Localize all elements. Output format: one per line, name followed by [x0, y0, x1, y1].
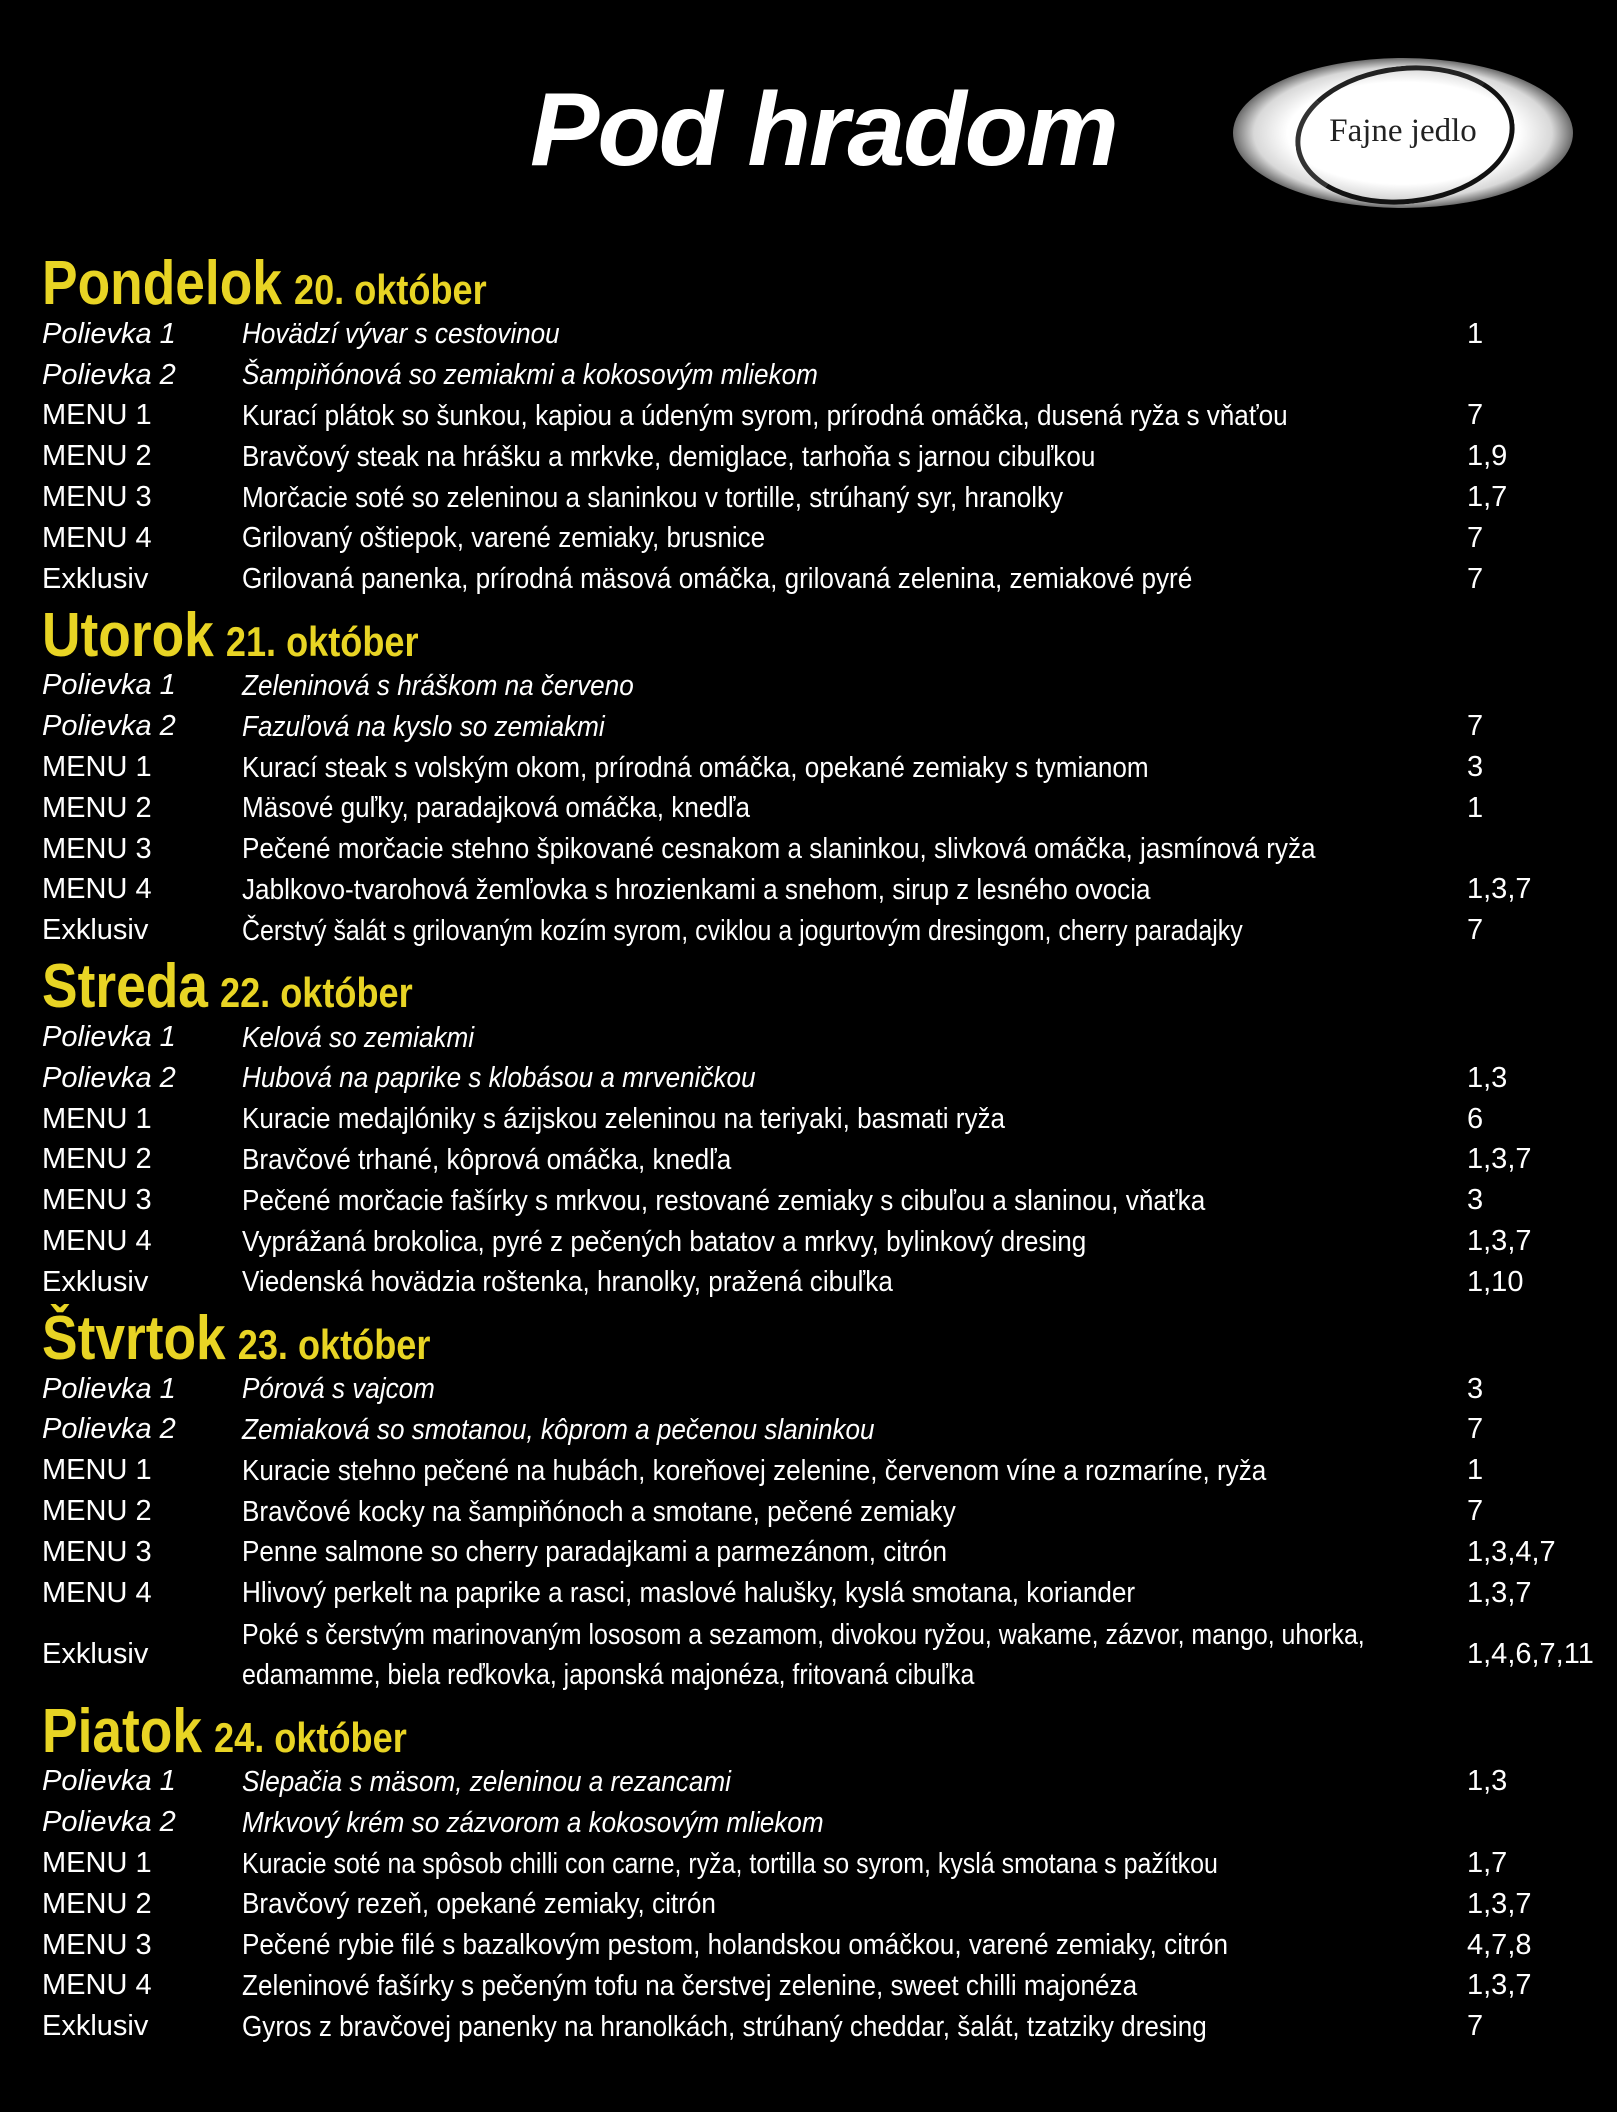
day-section [42, 1696, 1602, 2048]
menu-item-row [42, 1966, 1602, 2007]
page-header [0, 0, 1617, 230]
day-heading [42, 951, 1384, 1022]
menu-item-dish: Bravčový steak na hrášku a mrkvke, demiglace, tarhoňa s jarnou cibuľkou [242, 440, 1096, 473]
menu-item-row [42, 747, 1602, 788]
menu-item-allergens: 6 [1467, 1102, 1484, 1135]
menu-item-dish-cell [242, 1222, 1467, 1262]
menu-item-allergens: 1,3,7 [1467, 1887, 1532, 1920]
menu-item-dish: Kurací plátok so šunkou, kapiou a údeným syrom, prírodná omáčka, dusená ryža s vňaťou [242, 399, 1288, 432]
menu-item-dish: Hubová na paprike s klobásou a mrveničkou [242, 1062, 756, 1095]
menu-item-label: MENU 3 [42, 1928, 152, 1961]
menu-item-dish-cell [242, 1532, 1467, 1572]
menu-item-allergens: 1,3,7 [1467, 873, 1532, 906]
menu-item-dish-cell [242, 437, 1467, 477]
menu-item-dish-cell [242, 1018, 1467, 1058]
menu-item-allergens: 1 [1467, 1454, 1484, 1487]
menu-item-row [42, 910, 1602, 951]
menu-item-allergens: 1,7 [1467, 481, 1508, 514]
menu-item-label: Exklusiv [42, 914, 149, 947]
menu-item-dish: Zemiaková so smotanou, kôprom a pečenou slaninkou [242, 1413, 875, 1446]
menu-item-row [42, 314, 1602, 355]
menu-item-row [42, 355, 1602, 396]
menu-item-label: Polievka 2 [42, 1806, 176, 1839]
logo [1233, 58, 1573, 208]
menu-item-dish-cell [242, 355, 1467, 395]
menu-item-label: MENU 1 [42, 399, 152, 432]
menu-item-label: MENU 4 [42, 873, 152, 906]
menu-item-label: MENU 2 [42, 1495, 152, 1528]
menu-item-row [42, 706, 1602, 747]
menu-item-dish: Bravčový rezeň, opekané zemiaky, citrón [242, 1888, 716, 1921]
menu-item-dish: Gyros z bravčovej panenky na hranolkách, strúhaný cheddar, šalát, tzatziky dresing [242, 2010, 1207, 2043]
day-heading [42, 1303, 1384, 1373]
menu-item-label: Polievka 1 [42, 1372, 176, 1405]
menu-item-label: Polievka 1 [42, 317, 176, 350]
menu-item-label: Polievka 1 [42, 1021, 176, 1054]
menu-item-dish-cell [242, 314, 1467, 354]
menu-item-dish: Vyprážaná brokolica, pyré z pečených batatov a mrkvy, bylinkový dresing [242, 1225, 1087, 1258]
menu-item-row [42, 666, 1602, 707]
menu-item-allergens: 7 [1467, 399, 1484, 432]
menu-item-allergens: 1,7 [1467, 1847, 1508, 1879]
menu-item-dish: Grilovaný oštiepok, varené zemiaky, brusnice [242, 522, 766, 555]
menu-item-dish: Mrkvový krém so zázvorom a kokosovým mliekom [242, 1806, 824, 1839]
menu-item-row [42, 1491, 1602, 1532]
menu-item-allergens: 1,4,6,7,11 [1467, 1638, 1594, 1671]
menu-item-row [42, 1532, 1602, 1573]
menu-item-row [42, 1884, 1602, 1925]
menu-item-label: MENU 3 [42, 481, 152, 514]
menu-item-dish: Kuracie medajlóniky s ázijskou zeleninou na teriyaki, basmati ryža [242, 1103, 1006, 1136]
menu-item-label: Exklusiv [42, 1638, 149, 1671]
menu-item-label: Polievka 1 [42, 669, 176, 702]
menu-item-row [42, 1262, 1602, 1303]
menu-item-label: Polievka 1 [42, 1765, 176, 1798]
menu-item-label: MENU 1 [42, 1102, 152, 1135]
menu-item-dish: Pórová s vajcom [242, 1373, 435, 1406]
menu-item-row [42, 1762, 1602, 1803]
menu-item-dish-cell [242, 1615, 1467, 1695]
menu-item-dish: Bravčové trhané, kôprová omáčka, knedľa [242, 1143, 732, 1176]
menu-item-dish: Hovädzí vývar s cestovinou [242, 318, 560, 351]
menu-item-dish: Grilovaná panenka, prírodná mäsová omáčka, grilovaná zelenina, zemiakové pyré [242, 563, 1193, 596]
menu-item-allergens: 1,3 [1467, 1061, 1508, 1094]
menu-item-row [42, 1614, 1602, 1696]
menu-item-label: MENU 2 [42, 791, 152, 824]
menu-item-dish: Zeleninová s hráškom na červeno [242, 669, 634, 702]
menu-item-dish-cell [242, 1369, 1467, 1409]
menu-item-dish-cell [242, 1966, 1467, 2006]
logo-text: Fajne jedlo [1329, 113, 1477, 149]
menu-item-allergens: 1,3 [1467, 1765, 1508, 1798]
menu-item-allergens: 7 [1467, 562, 1484, 595]
day-heading [42, 1696, 1384, 1766]
menu-item-label: Polievka 2 [42, 710, 176, 743]
menu-item-allergens: 1 [1467, 791, 1484, 824]
menu-item-row [42, 1843, 1602, 1884]
menu-item-label: Polievka 2 [42, 1061, 176, 1094]
menu-item-row [42, 1221, 1602, 1262]
menu-item-label: MENU 4 [42, 521, 152, 554]
menu-item-dish-cell [242, 1492, 1467, 1532]
menu-item-dish-cell [242, 518, 1467, 558]
menu-item-row [42, 518, 1602, 559]
page-title: Pod hradom [530, 72, 1117, 188]
menu-item-dish-cell [242, 1410, 1467, 1450]
menu-item-allergens: 1,3,7 [1467, 1143, 1532, 1176]
menu-item-allergens: 7 [1467, 710, 1484, 743]
day-name: Utorok [42, 600, 214, 670]
menu-item-dish: Čerstvý šalát s grilovaným kozím syrom, cviklou a jogurtovým dresingom, cherry paradajky [242, 914, 1243, 947]
menu-item-dish-cell [242, 1803, 1467, 1843]
menu-item-label: MENU 2 [42, 1887, 152, 1920]
menu-item-dish: Hlivový perkelt na paprike a rasci, maslové halušky, kyslá smotana, koriander [242, 1577, 1136, 1610]
menu-item-row [42, 1099, 1602, 1140]
menu-item-dish-cell [242, 707, 1467, 747]
menu-item-dish-cell [242, 1181, 1467, 1221]
menu-item-row [42, 870, 1602, 911]
menu-item-dish: Penne salmone so cherry paradajkami a parmezánom, citrón [242, 1536, 948, 1569]
menu-item-allergens: 1,10 [1467, 1265, 1524, 1298]
menu-item-row [42, 2006, 1602, 2047]
menu-item-dish: Pečené morčacie stehno špikované cesnakom a slaninkou, slivková omáčka, jasmínová ryža [242, 833, 1316, 866]
menu-item-dish: Bravčové kocky na šampiňónoch a smotane, pečené zemiaky [242, 1495, 956, 1528]
menu-item-label: MENU 1 [42, 1847, 152, 1879]
menu-item-dish-cell [242, 1451, 1467, 1491]
day-date: 21. október [225, 617, 419, 665]
menu-item-dish: Kelová so zemiakmi [242, 1021, 475, 1054]
day-section [42, 600, 1602, 952]
menu-item-label: Exklusiv [42, 562, 149, 595]
menu-item-row [42, 1180, 1602, 1221]
menu-item-row [42, 1369, 1602, 1410]
menu-item-row [42, 559, 1602, 600]
menu-item-row [42, 1017, 1602, 1058]
menu-item-allergens: 3 [1467, 751, 1484, 784]
menu-item-label: MENU 2 [42, 440, 152, 473]
menu-item-allergens: 7 [1467, 1495, 1484, 1528]
menu-item-dish: Jablkovo-tvarohová žemľovka s hrozienkami a snehom, sirup z lesného ovocia [242, 873, 1151, 906]
menu-item-row [42, 1802, 1602, 1843]
day-section [42, 951, 1602, 1303]
menu-item-dish-cell [242, 478, 1467, 518]
menu-item-dish-cell [242, 1925, 1467, 1965]
day-date: 24. október [214, 1713, 407, 1761]
menu-item-dish-cell [242, 829, 1467, 869]
menu-item-row [42, 436, 1602, 477]
menu-item-dish-cell [242, 1262, 1467, 1302]
menu-item-allergens: 1,3,7 [1467, 1225, 1532, 1258]
menu-item-allergens: 7 [1467, 1413, 1484, 1446]
menu-item-dish: Morčacie soté so zeleninou a slaninkou v tortille, strúhaný syr, hranolky [242, 481, 1064, 514]
menu-item-dish: Fazuľová na kyslo so zemiakmi [242, 710, 605, 743]
day-date: 20. október [294, 266, 487, 313]
day-heading [42, 600, 1384, 670]
menu-item-label: Exklusiv [42, 2010, 149, 2043]
menu-item-row [42, 1058, 1602, 1099]
menu-item-label: MENU 1 [42, 1454, 152, 1487]
menu-item-dish-cell [242, 788, 1467, 828]
day-name: Štvrtok [42, 1303, 226, 1373]
menu-item-row [42, 1140, 1602, 1181]
menu-item-label: MENU 4 [42, 1576, 152, 1609]
menu-item-dish: Šampiňónová so zemiakmi a kokosovým mliekom [242, 359, 818, 392]
menu-item-label: MENU 3 [42, 1535, 152, 1568]
menu-item-label: MENU 4 [42, 1969, 152, 2002]
menu-item-label: Polievka 2 [42, 358, 176, 391]
day-name: Pondelok [42, 249, 282, 318]
menu-item-dish-cell [242, 1058, 1467, 1098]
menu-item-row [42, 1450, 1602, 1491]
menu-item-dish: Pečené rybie filé s bazalkovým pestom, holandskou omáčkou, varené zemiaky, citrón [242, 1929, 1228, 1962]
menu-item-dish-cell [242, 1099, 1467, 1139]
menu-item-dish-cell [242, 1762, 1467, 1802]
menu-item-dish: Mäsové guľky, paradajková omáčka, knedľa [242, 792, 751, 825]
menu-item-allergens: 3 [1467, 1184, 1484, 1217]
menu-item-allergens: 7 [1467, 914, 1484, 947]
menu-item-allergens: 1,3,7 [1467, 1969, 1532, 2002]
day-section [42, 248, 1602, 600]
menu-item-dish: Viedenská hovädzia roštenka, hranolky, pražená cibuľka [242, 1266, 893, 1299]
menu-item-allergens: 7 [1467, 2010, 1484, 2043]
menu-item-label: MENU 3 [42, 1184, 152, 1217]
menu-item-label: Polievka 2 [42, 1413, 176, 1446]
menu-item-dish-cell [242, 2007, 1467, 2047]
menu-item-dish-cell [242, 1844, 1467, 1884]
menu-item-dish-cell [242, 559, 1467, 599]
menu-item-row [42, 396, 1602, 437]
menu-item-allergens: 4,7,8 [1467, 1928, 1532, 1961]
menu-item-row [42, 477, 1602, 518]
weekly-menu [42, 248, 1602, 2047]
day-date: 22. október [219, 969, 413, 1017]
menu-item-dish-cell [242, 666, 1467, 706]
day-date: 23. október [237, 1320, 431, 1368]
menu-item-dish: Poké s čerstvým marinovaným lososom a sezamom, divokou ryžou, wakame, zázvor, mango, uhorka, edamamme, biela reďkovka, japonská majonéza, fritovaná cibuľka [242, 1618, 1365, 1691]
day-heading [42, 248, 1384, 318]
menu-item-row [42, 788, 1602, 829]
menu-item-dish: Pečené morčacie fašírky s mrkvou, restované zemiaky s cibuľou a slaninou, vňaťka [242, 1184, 1206, 1217]
menu-item-label: MENU 2 [42, 1143, 152, 1176]
menu-item-label: MENU 1 [42, 751, 152, 784]
menu-item-dish: Zeleninové fašírky s pečeným tofu na čerstvej zelenine, sweet chilli majonéza [242, 1969, 1138, 2002]
menu-item-dish-cell [242, 1140, 1467, 1180]
menu-item-dish-cell [242, 870, 1467, 910]
menu-item-label: MENU 3 [42, 832, 152, 865]
menu-item-allergens: 1 [1467, 317, 1484, 350]
menu-item-allergens: 1,9 [1467, 440, 1508, 473]
menu-item-row [42, 1925, 1602, 1966]
menu-item-dish-cell [242, 1573, 1467, 1613]
day-name: Streda [42, 952, 208, 1022]
menu-item-row [42, 1573, 1602, 1614]
menu-item-dish-cell [242, 1884, 1467, 1924]
menu-item-dish-cell [242, 911, 1467, 951]
menu-item-dish-cell [242, 396, 1467, 436]
menu-item-allergens: 1,3,4,7 [1467, 1535, 1556, 1568]
menu-item-row [42, 829, 1602, 870]
menu-item-allergens: 1,3,7 [1467, 1576, 1532, 1609]
menu-item-allergens: 7 [1467, 521, 1484, 554]
menu-item-dish: Kuracie stehno pečené na hubách, koreňovej zelenine, červenom víne a rozmaríne, ryža [242, 1454, 1267, 1487]
day-section [42, 1303, 1602, 1696]
menu-item-row [42, 1410, 1602, 1451]
menu-item-dish: Slepačia s mäsom, zeleninou a rezancami [242, 1765, 731, 1798]
menu-item-label: MENU 4 [42, 1225, 152, 1258]
menu-item-allergens: 3 [1467, 1372, 1484, 1405]
menu-item-dish-cell [242, 748, 1467, 788]
menu-item-dish: Kuracie soté na spôsob chilli con carne, ryža, tortilla so syrom, kyslá smotana s pažítkou [242, 1847, 1218, 1880]
menu-item-label: Exklusiv [42, 1265, 149, 1298]
menu-item-dish: Kurací steak s volským okom, prírodná omáčka, opekané zemiaky s tymianom [242, 751, 1149, 784]
day-name: Piatok [42, 1696, 203, 1766]
